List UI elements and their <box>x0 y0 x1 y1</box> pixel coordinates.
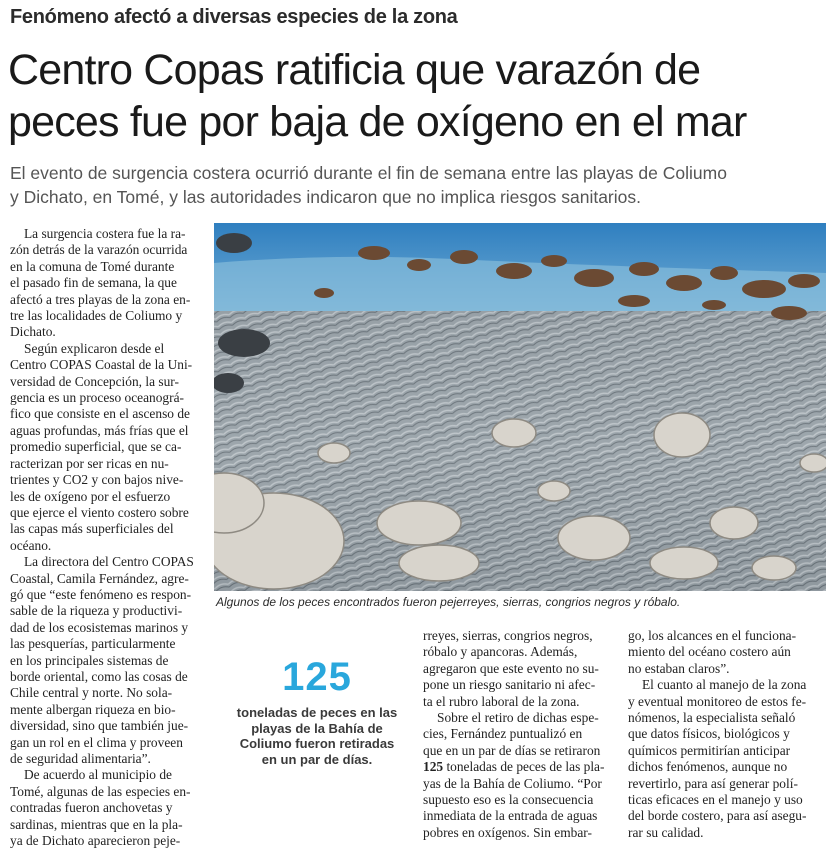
text-line: racterizan por ser ricas en nu- <box>10 455 169 471</box>
text-line: no estaban claros”. <box>628 660 730 676</box>
text-line: en la comuna de Tomé durante <box>10 258 175 274</box>
paragraph <box>423 710 619 841</box>
text-line: revertirlo, para así generar polí- <box>628 775 798 791</box>
text-line: trientes y CO2 y con bajos nive- <box>10 472 184 488</box>
text-line: ta el rubro laboral de la zona. <box>423 693 580 709</box>
text-line: dichos fenómenos, aunque no <box>628 759 788 775</box>
deck-line: y Dichato, en Tomé, y las autoridades indicaron que no implica riesgos sanitarios. <box>10 187 641 207</box>
stat-text-line: Coliumo fueron retiradas <box>239 736 395 751</box>
text-line: cies, Fernández puntualizó en <box>423 726 583 742</box>
text-line: rreyes, sierras, congrios negros, <box>423 628 593 643</box>
text-line: tre las localidades de Coliumo y <box>10 308 183 324</box>
beach-fish-illustration <box>214 223 826 591</box>
text-line: La directora del Centro COPAS <box>24 554 194 570</box>
text-line: La surgencia costera fue la ra- <box>24 226 186 241</box>
text-line: fico que consiste en el ascenso de <box>10 406 190 422</box>
text-line: Según explicaron desde el <box>24 340 165 356</box>
text-line: Tomé, algunas de las especies en- <box>10 783 191 799</box>
article-deck <box>10 161 828 209</box>
article-photo <box>214 223 826 591</box>
text-line <box>423 759 619 775</box>
bold-number: 125 <box>423 759 444 775</box>
text-line: gencia es un proceso oceanográ- <box>10 390 184 406</box>
text-line: agregaron que este evento no su- <box>423 660 599 676</box>
text-line: miento del océano costero aún <box>628 644 791 660</box>
stat-number: 125 <box>282 655 352 699</box>
text-line: inmediata de la entrada de aguas <box>423 808 598 824</box>
text-line: el pasado fin de semana, la que <box>10 275 177 291</box>
text-line: mente albergan riqueza en bio- <box>10 701 176 717</box>
text-line: promedio superficial, que se ca- <box>10 439 182 455</box>
text-line: gó que “este fenómeno es respon- <box>10 586 192 602</box>
text-line: sable de la riqueza y productivi- <box>10 603 183 619</box>
text-line: róbalo y apancoras. Además, <box>423 644 578 660</box>
text-line: nómenos, la especialista señaló <box>628 710 796 726</box>
text-line: De acuerdo al municipio de <box>24 767 172 783</box>
text-line: químicos permitirían anticipar <box>628 742 791 758</box>
stat-text-line: en un par de días. <box>261 751 373 767</box>
text-line: que ejerce el viento costero sobre <box>10 504 189 520</box>
text-fragment: toneladas de peces de las pla- <box>443 759 605 775</box>
text-line: pone un riesgo sanitario ni afec- <box>423 677 596 693</box>
text-line: versidad de Concepción, la sur- <box>10 373 179 389</box>
paragraph <box>10 554 208 767</box>
article-column-3 <box>423 628 619 841</box>
text-line: Coastal, Camila Fernández, agre- <box>10 570 189 586</box>
text-line: las pesquerías, particularmente <box>10 636 176 652</box>
text-line: zón detrás de la varazón ocurrida <box>10 242 188 258</box>
paragraph <box>10 226 208 341</box>
text-line: océano. <box>10 537 52 553</box>
stat-text-line: toneladas de peces en las <box>236 705 398 720</box>
text-line: go, los alcances en el funciona- <box>628 628 797 643</box>
paragraph <box>10 767 208 849</box>
text-line: de seguridad alimentaria”. <box>10 751 151 766</box>
article-kicker: Fenómeno afectó a diversas especies de la zona <box>10 6 458 28</box>
text-line: diversidad, sino que también jue- <box>10 718 189 734</box>
text-line: supuesto eso es la consecuencia <box>423 792 594 808</box>
deck-line: El evento de surgencia costera ocurrió durante el fin de semana entre las playas de Coliumo <box>10 163 727 183</box>
stat-text-line: playas de la Bahía de <box>251 720 383 736</box>
text-line: Dichato. <box>10 324 56 340</box>
text-line: ya de Dichato aparecieron peje- <box>10 833 181 849</box>
text-line: yas de la Bahía de Coliumo. “Por <box>423 775 602 791</box>
text-line: y eventual monitoreo de estos fe- <box>628 693 807 709</box>
text-line: Chile central y norte. No sola- <box>10 685 173 701</box>
text-line: aguas profundas, más frías que el <box>10 422 189 438</box>
text-line: dad de los ecosistemas marinos y <box>10 619 189 635</box>
article-column-1 <box>10 226 208 849</box>
stat-text <box>218 705 416 767</box>
text-line: Sobre el retiro de dichas espe- <box>437 710 599 726</box>
text-line: Centro COPAS Coastal de la Uni- <box>10 357 193 373</box>
article-headline <box>8 44 832 148</box>
highlight-stat <box>218 655 416 767</box>
text-line: afectó a tres playas de la zona en- <box>10 291 191 307</box>
text-line: del borde costero, para así asegu- <box>628 808 807 824</box>
text-line: sardinas, mientras que en la pla- <box>10 816 183 832</box>
text-line: rar su calidad. <box>628 824 704 840</box>
paragraph <box>628 628 826 677</box>
headline-line: peces fue por baja de oxígeno en el mar <box>8 98 747 146</box>
paragraph <box>423 628 619 710</box>
article-column-4 <box>628 628 826 841</box>
text-line: ticas eficaces en el manejo y uso <box>628 792 803 808</box>
text-line: contradas fueron anchovetas y <box>10 800 173 816</box>
text-line: pobres en oxígenos. Sin embar- <box>423 824 592 840</box>
text-line: que datos físicos, biológicos y <box>628 726 790 742</box>
text-line: El cuanto al manejo de la zona <box>642 677 807 693</box>
photo-caption: Algunos de los peces encontrados fueron pejerreyes, sierras, congrios negros y róbalo. <box>216 595 681 609</box>
headline-line: Centro Copas ratificia que varazón de <box>8 46 701 94</box>
text-line: en los principales sistemas de <box>10 652 169 668</box>
paragraph <box>628 677 826 841</box>
text-line: gan un rol en el clima y proveen <box>10 734 183 750</box>
text-line: que en un par de días se retiraron <box>423 742 601 758</box>
paragraph <box>10 341 208 554</box>
text-line: les de oxígeno por el esfuerzo <box>10 488 171 504</box>
text-line: borde oriental, como las cosas de <box>10 668 188 684</box>
text-line: las capas más superficiales del <box>10 521 174 537</box>
